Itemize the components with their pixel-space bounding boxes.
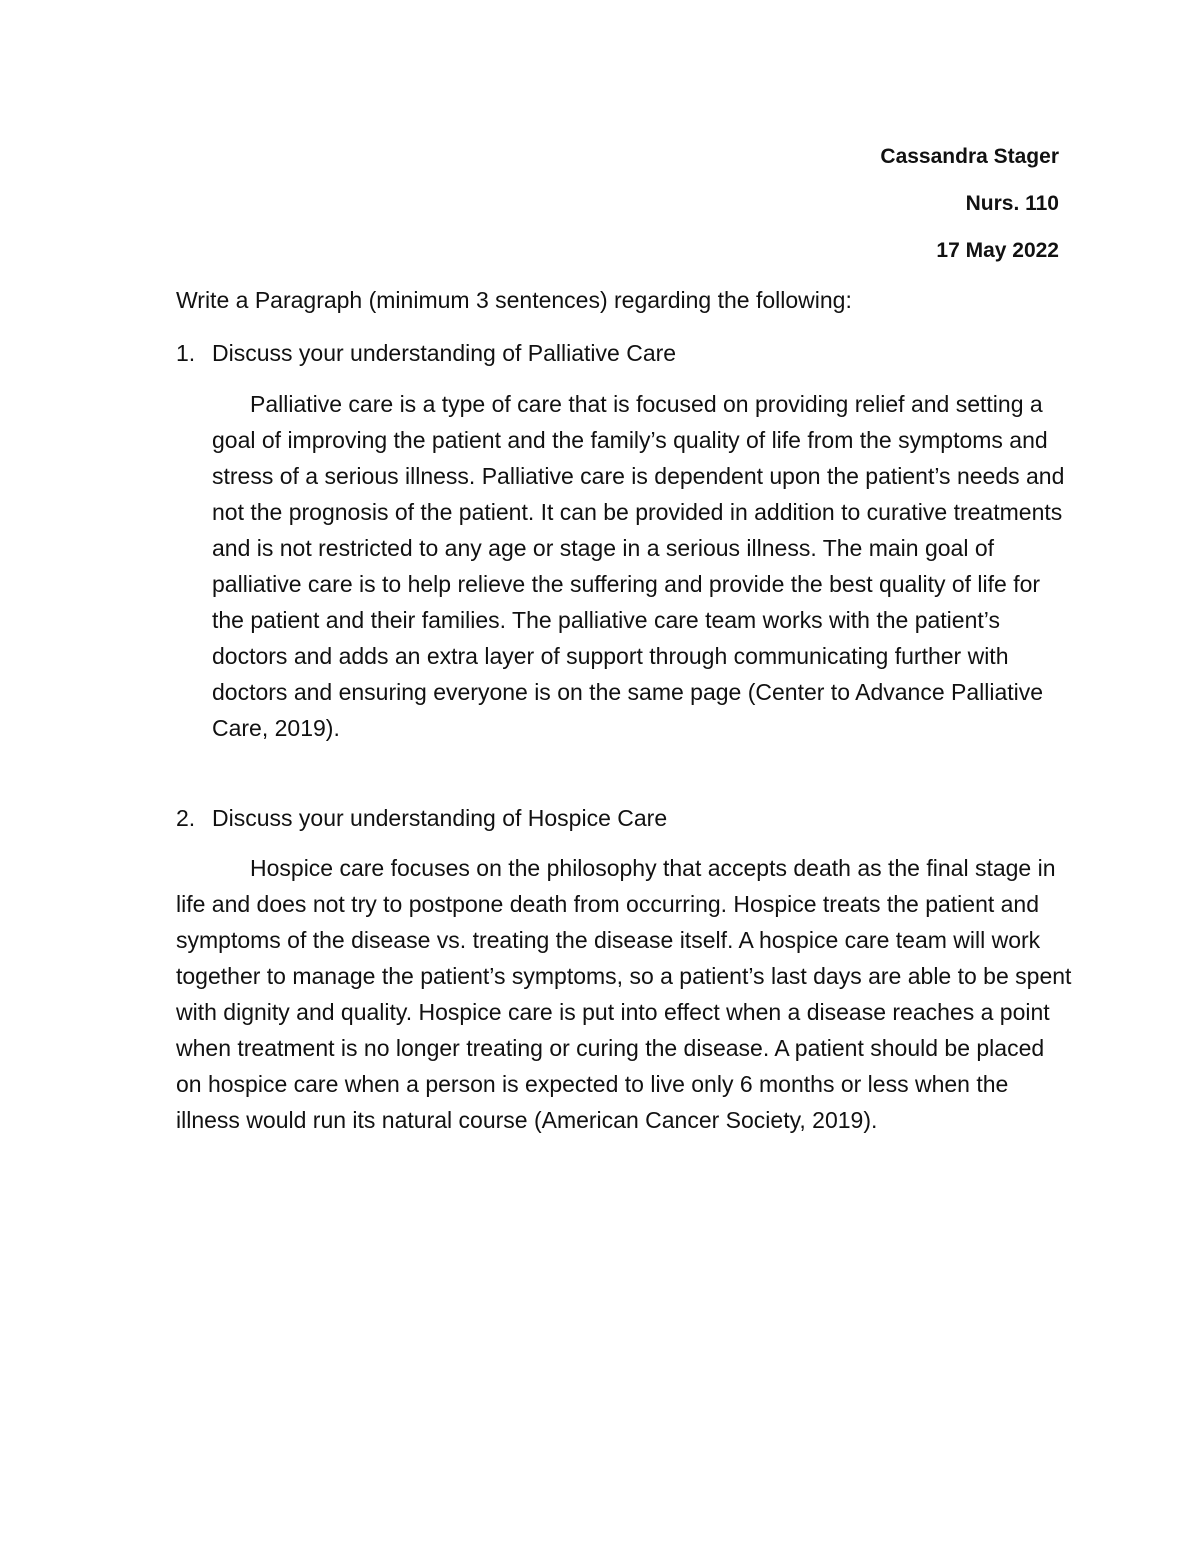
assignment-prompt: Write a Paragraph (minimum 3 sentences) regarding the following:: [176, 287, 852, 313]
question-2-text: Discuss your understanding of Hospice Care: [212, 805, 668, 831]
question-1-number: 1.: [176, 340, 196, 366]
course-code: Nurs. 110: [965, 192, 1059, 215]
question-2: [176, 804, 667, 832]
answer-2-paragraph: Hospice care focuses on the philosophy that accepts death as the final stage in life and does not try to postpone death from occurring. Hospice treats the patient and symptoms of the disease vs. treating the disease itself. A hospice care team will work together to manage the patient’s symptoms, so a patient’s last days are able to be spent with dignity and quality. Hospice care is put into effect when a disease reaches a point when treatment is no longer treating or curing the disease. A patient should be placed on hospice care when a person is expected to live only 6 months or less when the illness would run its natural course (American Cancer Society, 2019).: [176, 855, 1072, 1133]
answer-1-paragraph: Palliative care is a type of care that is focused on providing relief and setting a goal of improving the patient and the family’s quality of life from the symptoms and stress of a serious illness. Palliative care is dependent upon the patient’s needs and not the prognosis of the patient. It can be provided in addition to curative treatments and is not restricted to any age or stage in a serious illness. The main goal of palliative care is to help relieve the suffering and provide the best quality of life for the patient and their families. The palliative care team works with the patient’s doctors and adds an extra layer of support through communicating further with doctors and ensuring everyone is on the same page (Center to Advance Palliative Care, 2019).: [212, 391, 1065, 741]
document-date: 17 May 2022: [936, 239, 1059, 262]
author-name: Cassandra Stager: [880, 145, 1059, 168]
question-1-text: Discuss your understanding of Palliative Care: [212, 340, 677, 366]
question-2-number: 2.: [176, 805, 196, 831]
question-1: [176, 339, 676, 367]
